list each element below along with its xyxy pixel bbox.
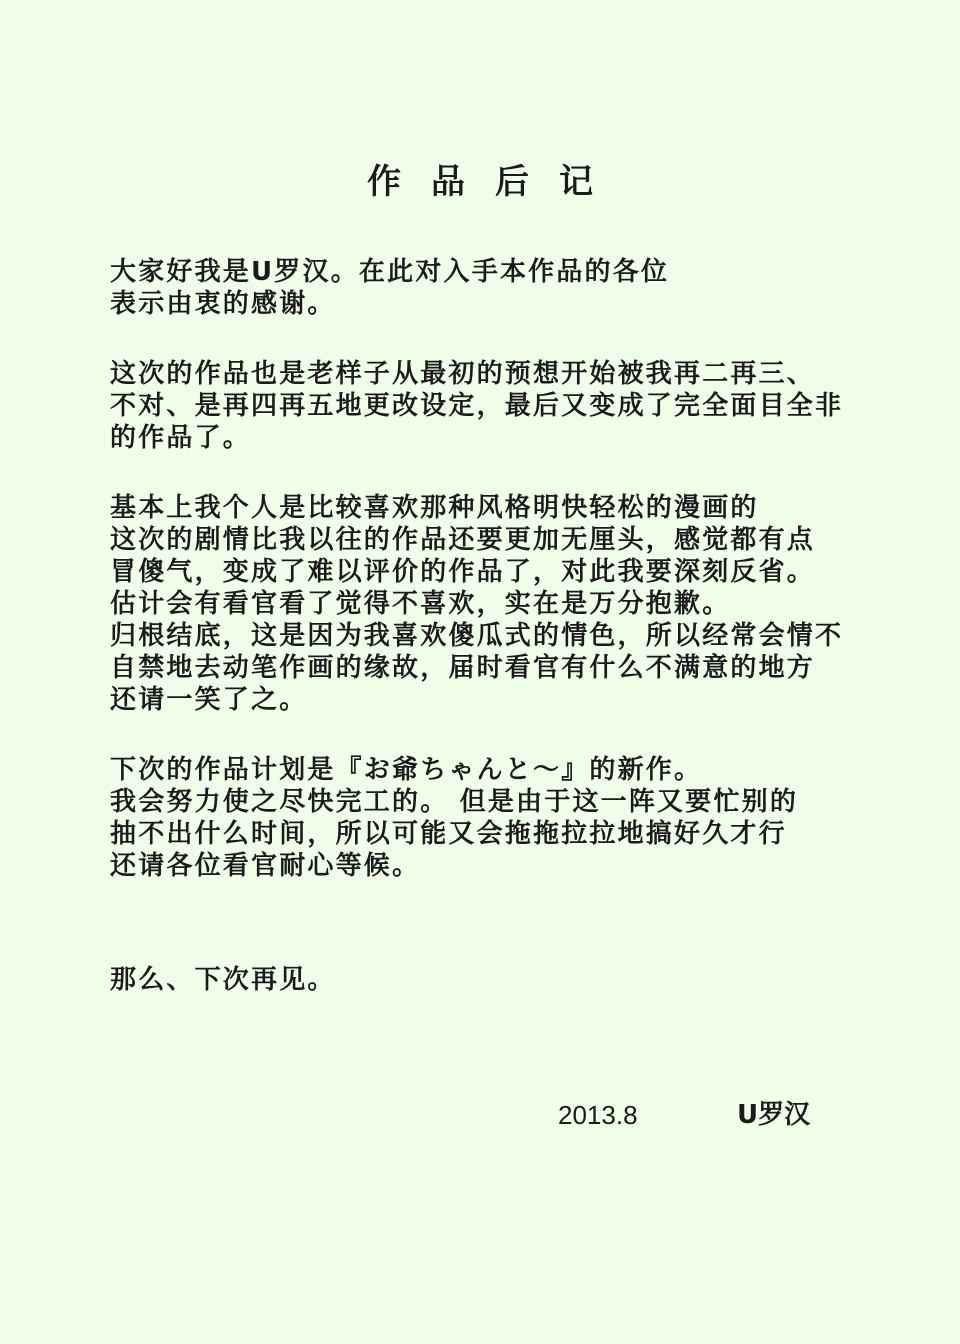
text-line: 下次的作品计划是『お爺ちゃんと～』的新作。 [110,755,703,785]
signature-author: U罗汉 [737,1100,811,1130]
signature-date: 2013.8 [558,1100,638,1130]
text-line: 大家好我是U罗汉。在此对入手本作品的各位 [110,257,670,287]
paragraph-reflection [110,492,910,716]
text-line: 这次的剧情比我以往的作品还要更加无厘头，感觉都有点 [110,525,816,555]
text-line: 冒傻气，变成了难以评价的作品了，对此我要深刻反省。 [110,557,816,587]
text-line: 不对、是再四再五地更改设定，最后又变成了完全面目全非 [110,391,844,421]
text-line: 自禁地去动笔作画的缘故，届时看官有什么不满意的地方 [110,653,816,683]
text-line: 的作品了。 [110,423,252,453]
text-line: 表示由衷的感谢。 [110,289,336,319]
text-line: 我会努力使之尽快完工的。 但是由于这一阵又要忙别的 [110,787,799,817]
paragraph-story-changes [110,358,910,454]
afterword-body [110,256,910,920]
text-line: 基本上我个人是比较喜欢那种风格明快轻松的漫画的 [110,493,759,523]
page-title: 作品后记 [367,162,623,202]
text-line: 还请各位看官耐心等候。 [110,851,421,881]
text-line: 归根结底，这是因为我喜欢傻瓜式的情色，所以经常会情不 [110,621,844,651]
paragraph-next-work [110,754,910,882]
farewell-line: 那么、下次再见。 [110,965,336,995]
text-line: 这次的作品也是老样子从最初的预想开始被我再二再三、 [110,359,816,389]
text-line: 估计会有看官看了觉得不喜欢，实在是万分抱歉。 [110,589,731,619]
paragraph-greeting [110,256,910,320]
text-line: 还请一笑了之。 [110,685,308,715]
text-line: 抽不出什么时间，所以可能又会拖拖拉拉地搞好久才行 [110,819,787,849]
